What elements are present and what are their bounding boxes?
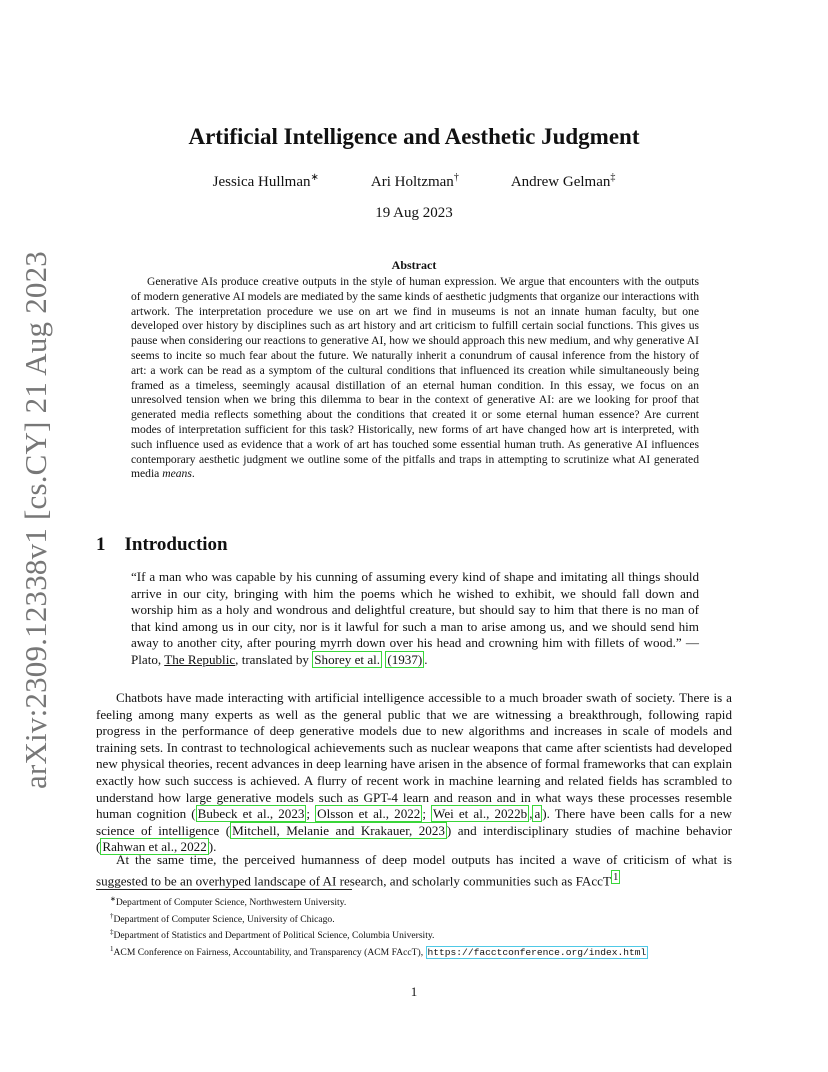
- footnote-divider: [96, 889, 352, 890]
- abstract-text: Generative AIs produce creative outputs in the style of human expression. We argue that encounters with the outputs of modern generative AI models are mediated by the same kinds of aesthetic judgments that organize our interactions with artwork. The interpretation procedure we use on art we find in museums is not an innate human faculty, but one developed over history by disciplines such as art history and art criticism to fulfill certain social functions. This gives us pause when considering our reactions to generative AI, how we should approach this new medium, and why generative AI seems to incite so much fear about the future. We naturally inherit a conundrum of causal inference from the history of art: a work can be read as a symptom of the cultural conditions that influenced its creation while simultaneously being framed as a timeless, seemingly acausal distillation of an eternal human condition. In this essay, we focus on an unresolved tension when we bring this dilemma to bear in the context of generative AI: are we looking for proof that generated media reflects something about the conditions that created it or some eternal human essence? Are current modes of interpretation sufficient for this task? Historically, new forms of art have changed how art is interpreted, with such influence used as evidence that a work of art has touched some essential human truth. As generative AI influences contemporary aesthetic judgment we outline some of the pitfalls and traps in attempting to scrutinize what AI generated media means.: [131, 275, 699, 481]
- section-number: 1: [96, 534, 106, 555]
- citation-link[interactable]: Shorey et al.: [314, 651, 381, 667]
- author-2: Ari Holtzman†: [370, 172, 459, 190]
- author-3: Andrew Gelman‡: [510, 172, 616, 190]
- citation-link[interactable]: Bubeck et al., 2023: [197, 806, 305, 822]
- work-title: The Republic: [164, 651, 236, 667]
- section-heading: [96, 534, 228, 556]
- footnote: $^1$ACM Conference on Fairness, Accountability, and Transparency (ACM FAccT), https://facctconference.org/index.html: [110, 944, 647, 958]
- footnotes: [96, 893, 732, 959]
- abstract-heading: Abstract: [391, 258, 437, 272]
- body-paragraph: At the same time, the perceived humanness of deep model outputs has incited a wave of criticism of what is suggested to be an overhyped landscape of AI research, and scholarly communities such as FAccT $^1$: [96, 852, 732, 888]
- footnote-ref-link[interactable]: 1: [612, 870, 619, 883]
- footnote: †Department of Computer Science, University of Chicago.: [110, 911, 335, 925]
- body-paragraph: Chatbots have made interacting with artificial intelligence accessible to a much broader swath of society. There is a feeling among many experts as well as the general public that we are witnessing a breakthrough, following rapid progress in the performance of deep generative models due to new algorithms and increases in scale of models and training sets. In contrast to technological achievements such as nuclear weapons that came after scientists had developed new physical theories, recent advances in deep learning have arisen in the absence of formal frameworks that can explain exactly how such success is achieved. A flurry of recent work in machine learning and related fields has scrambled to understand how large generative models such as GPT-4 learn and reason and in what ways these processes resemble human cognition ( Bubeck et al., 2023 ; Olsson et al., 2022 ; Wei et al., 2022b , a ). There have been calls for a new science of intelligence ( Mitchell, Melanie and Krakauer, 2023 ) and interdisciplinary studies of machine behavior ( Rahwan et al., 2022 ).: [96, 690, 732, 855]
- citation-link[interactable]: (1937): [387, 651, 423, 667]
- citation-link[interactable]: a: [534, 806, 541, 822]
- citation-link[interactable]: Rahwan et al., 2022: [102, 839, 207, 855]
- citation-link[interactable]: Olsson et al., 2022: [317, 806, 421, 822]
- arxiv-side-stamp: [12, 250, 60, 790]
- footnote-url-link[interactable]: https://facctconference.org/index.html: [427, 946, 647, 958]
- footnote: ‡Department of Statistics and Department of Political Science, Columbia University.: [110, 928, 435, 942]
- arxiv-identifier: arXiv:2309.12338v1 [cs.CY] 21 Aug 2023: [18, 250, 54, 790]
- section-title: Introduction: [124, 534, 228, 555]
- author-1: Jessica Hullman∗: [212, 172, 319, 190]
- epigraph-quote: “If a man who was capable by his cunning of assuming every kind of shape and imitating all things should arrive in our city, bringing with him the poems which he wished to exhibit, we should fall down and worship him as a holy and wondrous and delightful creature, but should say to him that there is no man of that kind among us in our city, nor is it lawful for such a man to arise among us, and we should send him away to another city, after pouring myrrh down over his head and crowning him with fillets of wood.” — Plato, The Republic, translated by Shorey et al. (1937) .: [131, 569, 699, 667]
- author-list: [96, 172, 732, 191]
- citation-link[interactable]: Wei et al., 2022b: [433, 806, 528, 822]
- footnote: ∗Department of Computer Science, Northwestern University.: [110, 895, 347, 909]
- publication-date: 19 Aug 2023: [375, 205, 453, 221]
- page-number: 1: [410, 984, 418, 999]
- paper-title: Artificial Intelligence and Aesthetic Judgment: [188, 124, 640, 149]
- citation-link[interactable]: Mitchell, Melanie and Krakauer, 2023: [232, 822, 445, 838]
